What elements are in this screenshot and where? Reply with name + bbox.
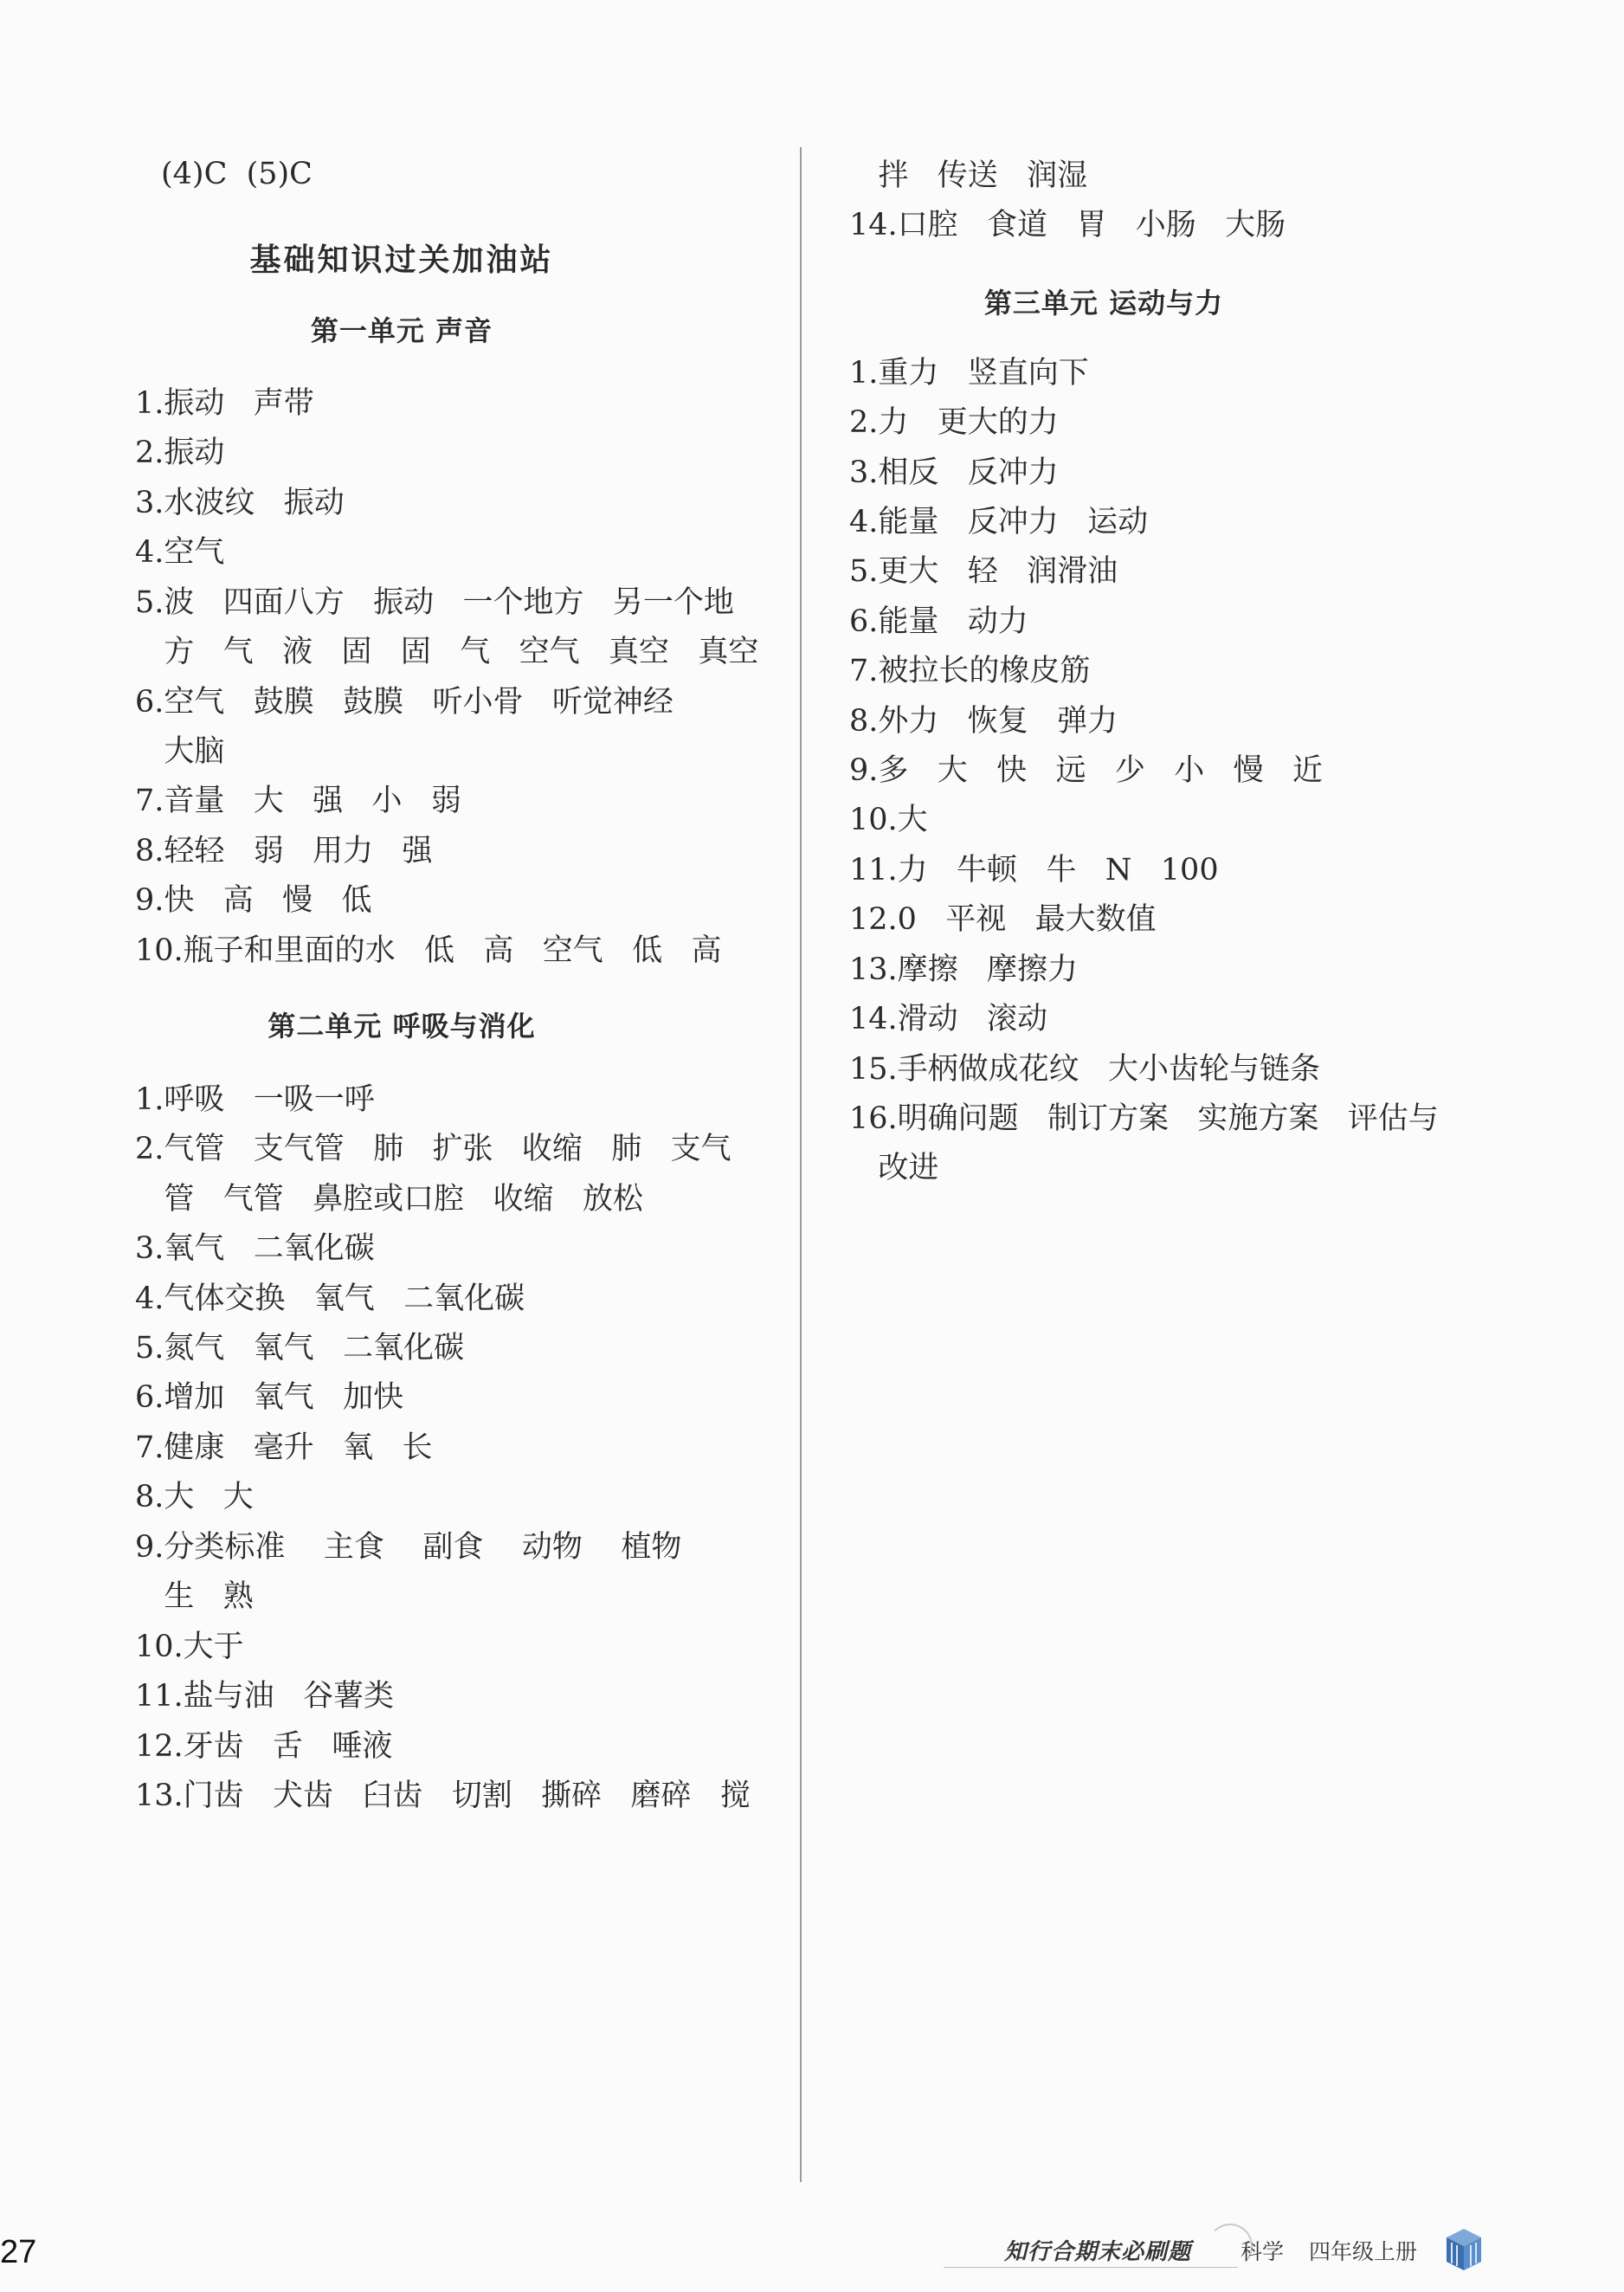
unit-1-item: 10.瓶子和里面的水 低 高 空气 低 高 [135,933,722,968]
unit-3-item: 7.被拉长的橡皮筋 [849,654,1091,688]
unit-3-title: 第三单元 运动与力 [983,287,1224,320]
unit-1-item: 2.振动 [135,436,225,470]
unit-2-item: 10.大于 [135,1630,244,1664]
unit-2-item: 13.门齿 犬齿 臼齿 切割 撕碎 磨碎 搅 [135,1779,751,1813]
unit-1-item: 5.波 四面八方 振动 一个地方 另一个地 [135,585,734,620]
unit-2-title: 第二单元 呼吸与消化 [267,1010,536,1043]
unit-1-item: 8.轻轻 弱 用力 强 [135,834,433,868]
unit-3-item: 13.摩擦 摩擦力 [849,952,1079,987]
unit-2-item: 7.健康 毫升 氧 长 [135,1430,433,1465]
unit-1-item-continued: 方 气 液 固 固 气 空气 真空 真空 [135,635,759,669]
unit-2-item: 3.氧气 二氧化碳 [135,1231,375,1266]
unit-2-item: 6.增加 氧气 加快 [135,1380,404,1415]
column-divider [800,147,802,2182]
unit-3-item: 3.相反 反冲力 [849,455,1059,490]
grade-label: 四年级上册 [1309,2239,1418,2264]
unit-3-item: 4.能量 反冲力 运动 [849,505,1149,539]
unit-2-item: 8.大 大 [135,1480,254,1514]
top-answers: (4)C (5)C [161,157,313,191]
unit-3-item: 10.大 [849,803,928,837]
unit-1-item: 4.空气 [135,535,225,570]
unit-2-item-continued: 生 熟 [135,1579,254,1614]
page-number: 27 [0,2234,37,2270]
unit-3-item: 6.能量 动力 [849,604,1028,639]
unit-2-item-continued: 管 气管 鼻腔或口腔 收缩 放松 [135,1182,643,1217]
unit-2-item: 5.氮气 氧气 二氧化碳 [135,1331,465,1366]
unit-1-item: 6.空气 鼓膜 鼓膜 听小骨 听觉神经 [135,685,673,720]
footer-rule [944,2267,1238,2268]
unit-1-item: 3.水波纹 振动 [135,486,345,520]
unit-3-item: 8.外力 恢复 弹力 [849,704,1118,739]
unit-2-item-continued: 拌 传送 润湿 [849,158,1088,193]
unit-1-item: 1.振动 声带 [135,386,314,421]
unit-3-item: 14.滑动 滚动 [849,1002,1048,1036]
main-heading: 基础知识过关加油站 [249,242,554,278]
unit-2-item: 1.呼吸 一吸一呼 [135,1082,375,1117]
unit-1-item: 9.快 高 慢 低 [135,883,372,918]
unit-2-item: 4.气体交换 氧气 二氧化碳 [135,1282,525,1316]
brand-logo-text: 知行合期末必刷题 [1004,2239,1192,2265]
unit-3-item: 2.力 更大的力 [849,405,1059,440]
unit-3-item: 11.力 牛顿 牛 N 100 [849,853,1219,888]
unit-1-title: 第一单元 声音 [310,314,493,347]
unit-3-item: 16.明确问题 制订方案 实施方案 评估与 [849,1101,1439,1136]
unit-3-item: 5.更大 轻 润滑油 [849,554,1118,589]
unit-3-item: 9.多 大 快 远 少 小 慢 近 [849,753,1324,788]
unit-2-item: 11.盐与油 谷薯类 [135,1679,395,1714]
unit-1-item: 7.音量 大 强 小 弱 [135,784,461,818]
book-stack-icon [1441,2225,1486,2274]
unit-3-item: 12.0 平视 最大数值 [849,902,1157,937]
unit-2-item: 9.分类标准 主食 副食 动物 植物 [135,1530,682,1565]
unit-3-item-continued: 改进 [849,1151,939,1185]
subject-label: 科学 [1241,2239,1285,2264]
unit-1-item-continued: 大脑 [135,734,225,769]
unit-2-item: 12.牙齿 舌 唾液 [135,1729,393,1764]
unit-3-item: 15.手柄做成花纹 大小齿轮与链条 [849,1052,1321,1087]
unit-2-item: 2.气管 支气管 肺 扩张 收缩 肺 支气 [135,1132,731,1166]
unit-3-item: 1.重力 竖直向下 [849,356,1089,391]
unit-2-item: 14.口腔 食道 胃 小肠 大肠 [849,208,1286,242]
